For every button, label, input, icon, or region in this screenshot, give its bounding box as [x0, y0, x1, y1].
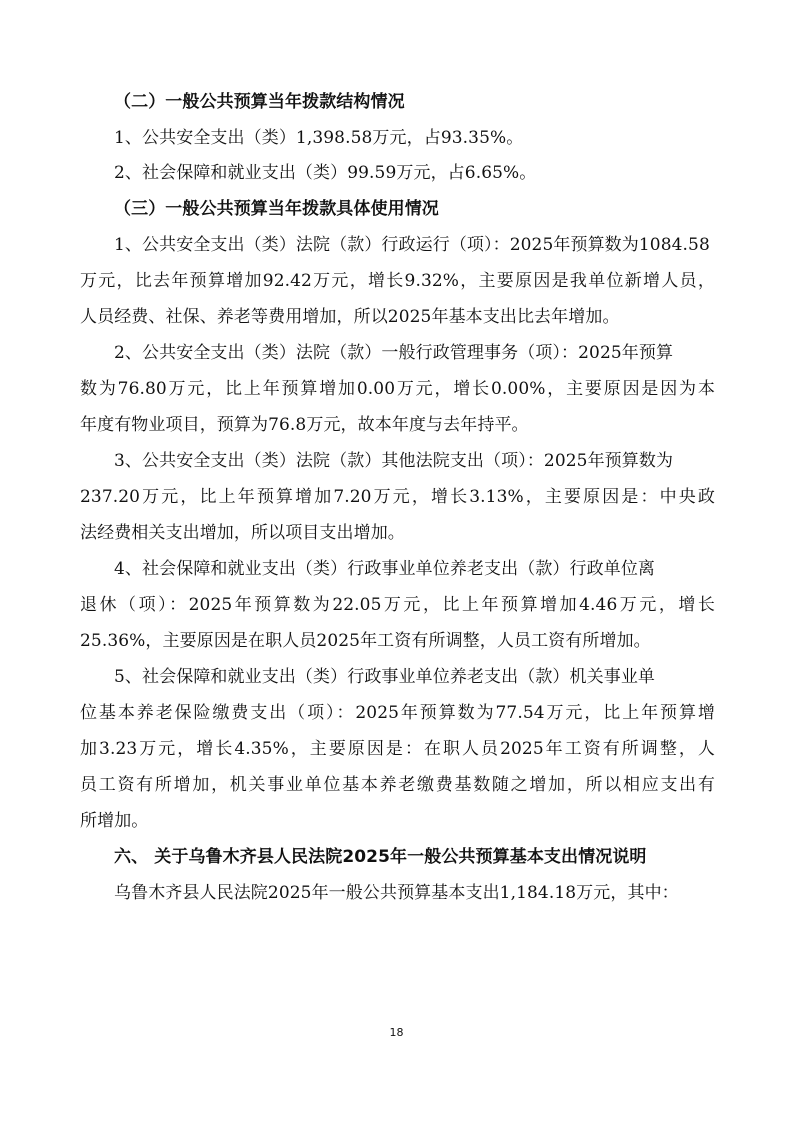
paragraph-first-line: 1、公共安全支出（类）法院（款）行政运行（项）：2025年预算数为1084.58: [114, 235, 710, 255]
paragraph-line: 加3.23万元，增长4.35%，主要原因是：在职人员2025年工资有所调整，人: [80, 739, 715, 759]
section-heading: 六、 关于乌鲁木齐县人民法院2025年一般公共预算基本支出情况说明: [114, 847, 647, 867]
paragraph-line: 退休（项）：2025年预算数为22.05万元，比上年预算增加4.46万元，增长: [80, 595, 715, 615]
paragraph-line: 员工资有所增加，机关事业单位基本养老缴费基数随之增加，所以相应支出有: [80, 775, 715, 795]
section-heading: （三）一般公共预算当年拨款具体使用情况: [114, 199, 439, 219]
paragraph-first-line: 2、社会保障和就业支出（类）99.59万元，占6.65%。: [114, 163, 537, 183]
paragraph-last-line: 25.36%，主要原因是在职人员2025年工资有所调整，人员工资有所增加。: [80, 631, 651, 651]
paragraph-line: 位基本养老保险缴费支出（项）：2025年预算数为77.54万元，比上年预算增: [80, 703, 715, 723]
paragraph-first-line: 5、社会保障和就业支出（类）行政事业单位养老支出（款）机关事业单: [114, 667, 656, 687]
paragraph-first-line: 1、公共安全支出（类）1,398.58万元，占93.35%。: [114, 128, 524, 148]
paragraph-line: 237.20万元，比上年预算增加7.20万元，增长3.13%，主要原因是：中央政: [80, 487, 715, 507]
paragraph-first-line: 4、社会保障和就业支出（类）行政事业单位养老支出（款）行政单位离: [114, 559, 656, 579]
paragraph-first-line: 2、公共安全支出（类）法院（款）一般行政管理事务（项）：2025年预算: [114, 343, 674, 363]
paragraph-first-line: 乌鲁木齐县人民法院2025年一般公共预算基本支出1,184.18万元，其中：: [114, 883, 679, 903]
page-number: 18: [389, 1026, 404, 1039]
paragraph-last-line: 所增加。: [80, 811, 149, 831]
paragraph-line: 数为76.80万元，比上年预算增加0.00万元，增长0.00%，主要原因是因为本: [80, 379, 715, 399]
paragraph-last-line: 人员经费、社保、养老等费用增加，所以2025年基本支出比去年增加。: [80, 307, 620, 327]
section-heading: （二）一般公共预算当年拨款结构情况: [114, 92, 405, 112]
paragraph-last-line: 年度有物业项目，预算为76.8万元，故本年度与去年持平。: [80, 415, 529, 435]
paragraph-line: 万元，比去年预算增加92.42万元，增长9.32%，主要原因是我单位新增人员，: [80, 271, 715, 291]
paragraph-last-line: 法经费相关支出增加，所以项目支出增加。: [80, 523, 405, 543]
paragraph-first-line: 3、公共安全支出（类）法院（款）其他法院支出（项）：2025年预算数为: [114, 451, 674, 471]
